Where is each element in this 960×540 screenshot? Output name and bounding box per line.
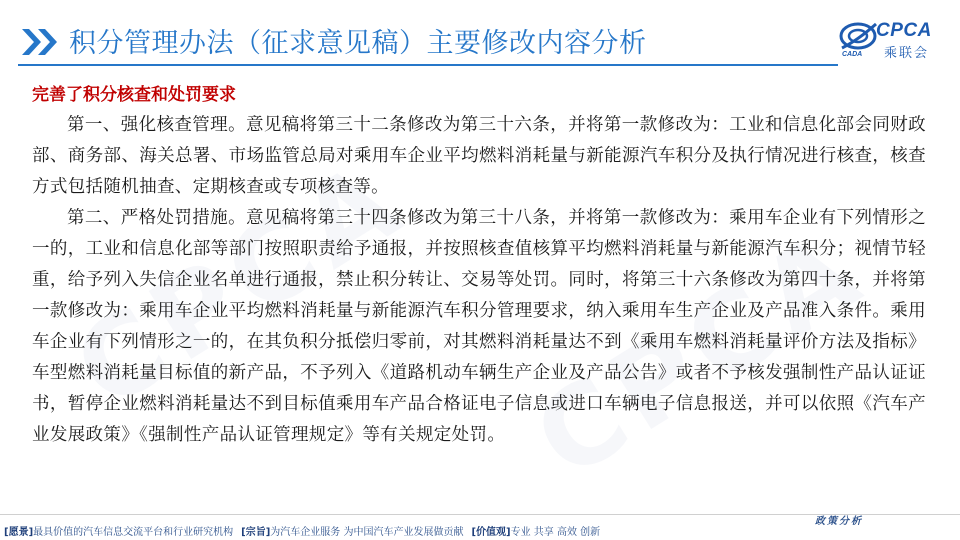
logo-mini-text: CADA [842,51,863,58]
paragraph-2: 第二、严格处罚措施。意见稿将第三十四条修改为第三十八条，并将第一款修改为：乘用车企业有下列情形之一的，工业和信息化部等部门按照职责给予通报，并按照核查值核算平均燃料消耗量与新能源汽车积分；视情节轻重，给予列入失信企业名单进行通报，禁止积分转让、交易等处罚。同时，将第三十六条修改为第四十条，并将第一款修改为：乘用车企业平均燃料消耗量与新能源汽车积分管理要求，纳入乘用车生产企业及产品准入条件。乘用车企业有下列情形之一的，在其负积分抵偿归零前，对其燃料消耗量达不到《乘用车燃料消耗量评价方法及指标》车型燃料消耗量目标值的新产品，不予列入《道路机动车辆生产企业及产品公告》或者不予核发强制性产品认证证书，暂停企业燃料消耗量达不到目标值乘用车产品合格证电子信息或进口车辆电子信息报送，并可以依照《汽车产业发展政策》《强制性产品认证管理规定》等有关规定处罚。 [32,208,926,445]
values-text: 专业 共享 高效 创新 [510,527,601,538]
cpca-emblem-icon [838,18,878,54]
mission-text: 为汽车企业服务 为中国汽车产业发展做贡献 [270,527,464,538]
double-chevron-icon [20,27,62,57]
cpca-logo [838,18,948,66]
section-heading: 完善了积分核查和处罚要求 [32,85,236,105]
logo-subtitle: 乘联会 [884,46,930,61]
logo-text: CPCA [876,20,932,41]
slide-title: 积分管理办法（征求意见稿）主要修改内容分析 [69,28,647,59]
footer-slogan [4,523,600,538]
values-label: [价值观] [471,527,511,538]
paragraph-1: 第一、强化核查管理。意见稿将第三十二条修改为第三十六条，并将第一款修改为：工业和信息化部会同财政部、商务部、海关总署、市场监管总局对乘用车企业平均燃料消耗量与新能源汽车积分及执行情况进行核查，核查方式包括随机抽查、定期核查或专项核查等。 [32,115,926,197]
mission-label: [宗旨] [241,527,271,538]
title-underline [18,64,838,66]
body-text [32,110,926,451]
footer-tag: 政策分析 [815,516,863,527]
slide-header [0,0,960,70]
vision-text: 最具价值的汽车信息交流平台和行业研究机构 [33,527,234,538]
vision-label: [愿景] [4,527,34,538]
